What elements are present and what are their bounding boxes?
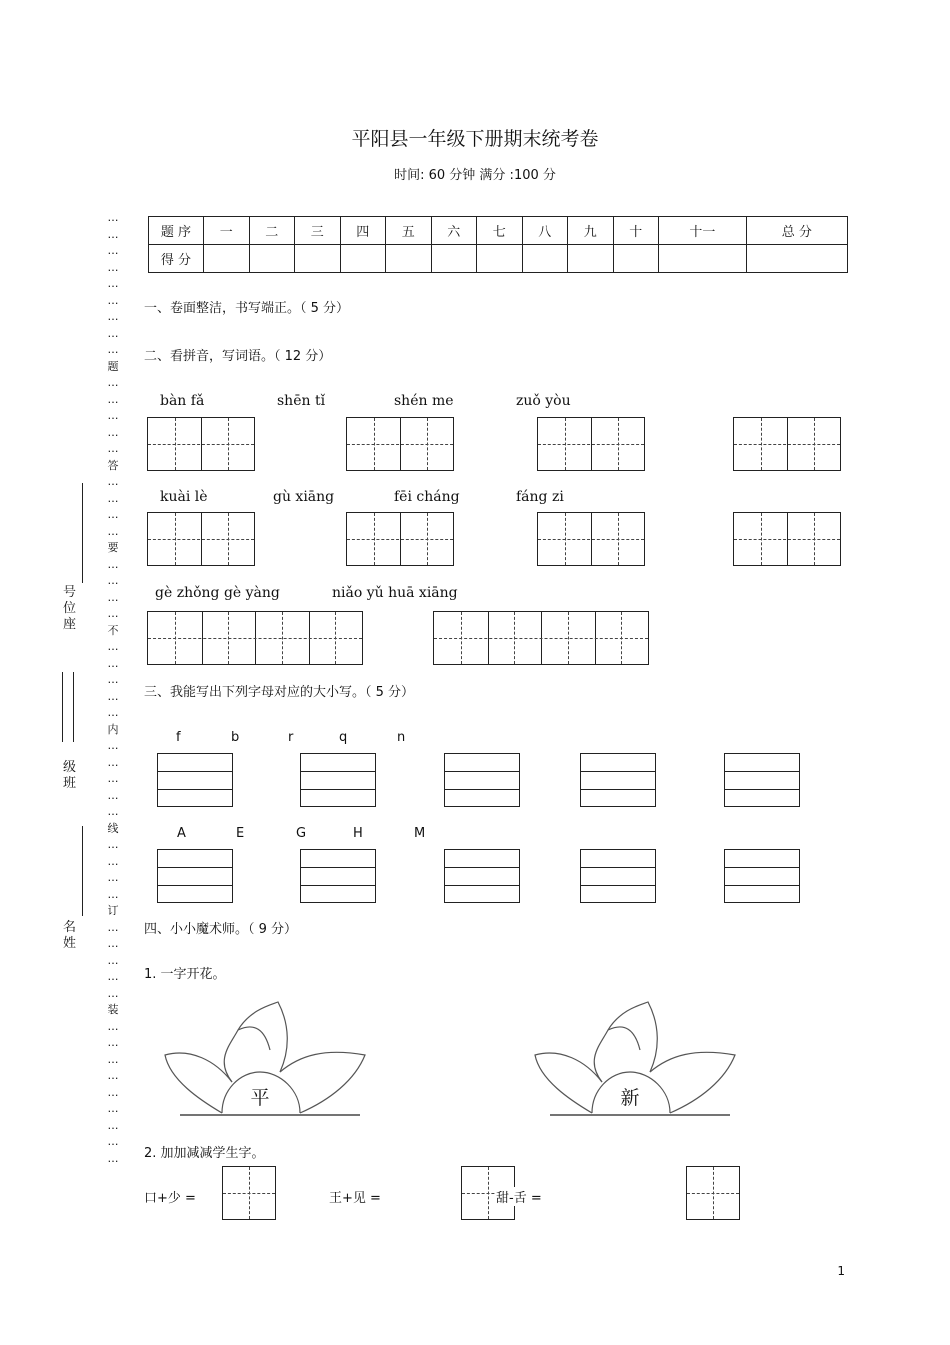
writing-grid[interactable] (537, 417, 645, 471)
score-input[interactable] (386, 245, 432, 273)
binding-dots: … … … … … … … … … 题 … … … … … 答 … … … … 要 … … … … 不 … … … … … 内 … … … … … 线 … … … … 订 … … … … … 装 … … … … … … … … … (107, 211, 119, 1165)
pinyin-label: fáng zi (516, 489, 564, 505)
table-cell: 六 (431, 217, 477, 245)
score-input[interactable] (431, 245, 477, 273)
exam-info: 时间: 60 分钟 满分 :100 分 (394, 168, 556, 183)
four-line-box[interactable] (724, 849, 800, 903)
margin-word: 不 (107, 623, 119, 637)
section-3-heading: 三、我能写出下列字母对应的大小写。（ 5 分） (144, 685, 415, 700)
margin-word: 要 (107, 541, 119, 554)
pinyin-label: gè zhǒng gè yàng (155, 585, 280, 601)
score-input[interactable] (746, 245, 847, 273)
writing-grid[interactable] (147, 611, 363, 665)
writing-grid[interactable] (147, 417, 255, 471)
answer-box[interactable] (686, 1166, 740, 1220)
page-number: 1 (837, 1264, 845, 1278)
table-cell: 题 序 (149, 217, 204, 245)
letter-label: b (231, 730, 240, 745)
table-cell: 十一 (659, 217, 747, 245)
pinyin-label: bàn fǎ (160, 393, 205, 409)
margin-word: 答 (107, 458, 119, 472)
table-cell: 十 (613, 217, 659, 245)
field-label: 号 位 座 (63, 585, 77, 632)
table-cell: 得 分 (149, 245, 204, 273)
four-line-box[interactable] (444, 849, 520, 903)
field-label: 名 姓 (63, 920, 77, 951)
score-input[interactable] (568, 245, 614, 273)
score-input[interactable] (522, 245, 568, 273)
letter-label: H (353, 826, 363, 841)
seat-number-label (63, 585, 79, 633)
four-line-box[interactable] (300, 849, 376, 903)
margin-word: 装 (107, 1003, 119, 1016)
table-cell: 三 (295, 217, 341, 245)
writing-grid[interactable] (433, 611, 649, 665)
equation-label: 口+少 = (144, 1191, 196, 1206)
letter-label: f (176, 730, 181, 745)
score-input[interactable] (204, 245, 250, 273)
flower-diagram (530, 1000, 790, 1130)
pinyin-label: niǎo yǔ huā xiāng (332, 585, 458, 601)
margin-word: 线 (107, 821, 119, 835)
page-title: 平阳县一年级下册期末统考卷 (351, 128, 599, 150)
name-label (63, 920, 79, 952)
letter-label: A (177, 826, 186, 841)
writing-grid[interactable] (537, 512, 645, 566)
table-cell: 四 (340, 217, 386, 245)
four-line-box[interactable] (157, 849, 233, 903)
pinyin-label: fēi cháng (394, 489, 460, 505)
margin-word: 题 (107, 359, 119, 373)
table-cell: 七 (477, 217, 523, 245)
letter-label: r (288, 730, 294, 745)
pinyin-label: kuài lè (160, 489, 208, 505)
score-input[interactable] (477, 245, 523, 273)
subsection-heading: 1. 一字开花。 (144, 967, 226, 982)
table-cell: 五 (386, 217, 432, 245)
equation-label: 王+见 = (329, 1191, 381, 1206)
table-row (149, 245, 848, 273)
section-1-heading: 一、卷面整洁，书写端正。（ 5 分） (144, 301, 350, 316)
margin-word: 内 (107, 722, 119, 736)
writing-grid[interactable] (733, 417, 841, 471)
pinyin-label: shēn tǐ (277, 393, 326, 409)
writing-grid[interactable] (147, 512, 255, 566)
score-input[interactable] (249, 245, 295, 273)
writing-grid[interactable] (733, 512, 841, 566)
four-line-box[interactable] (157, 753, 233, 807)
table-cell: 总 分 (746, 217, 847, 245)
table-cell: 九 (568, 217, 614, 245)
letter-label: q (339, 730, 348, 745)
margin-line (62, 672, 74, 742)
table-cell: 二 (249, 217, 295, 245)
letter-label: M (414, 826, 426, 841)
pinyin-label: zuǒ yòu (516, 393, 571, 409)
equation-label: 甜-舌 = (496, 1187, 542, 1206)
pinyin-label: gù xiāng (273, 489, 335, 505)
score-input[interactable] (340, 245, 386, 273)
score-input[interactable] (613, 245, 659, 273)
four-line-box[interactable] (444, 753, 520, 807)
table-cell: 八 (522, 217, 568, 245)
section-4-heading: 四、小小魔术师。（ 9 分） (144, 922, 298, 937)
four-line-box[interactable] (580, 849, 656, 903)
letter-label: G (296, 826, 307, 841)
table-row (149, 217, 848, 245)
writing-grid[interactable] (346, 512, 454, 566)
four-line-box[interactable] (300, 753, 376, 807)
score-table (148, 216, 848, 273)
margin-word: 订 (107, 904, 119, 917)
pinyin-label: shén me (394, 393, 454, 409)
four-line-box[interactable] (724, 753, 800, 807)
flower-center-char: 平 (250, 1087, 270, 1109)
letter-label: E (236, 826, 245, 841)
class-label (63, 760, 79, 792)
margin-line (82, 483, 83, 583)
score-input[interactable] (659, 245, 747, 273)
table-cell: 一 (204, 217, 250, 245)
score-input[interactable] (295, 245, 341, 273)
flower-center-char: 新 (620, 1087, 640, 1109)
section-2-heading: 二、看拼音，写词语。（ 12 分） (144, 349, 332, 364)
field-label: 级 班 (63, 760, 77, 791)
answer-box[interactable] (222, 1166, 276, 1220)
subsection-heading: 2. 加加减减学生字。 (144, 1146, 265, 1161)
margin-line (82, 826, 83, 916)
letter-label: n (397, 730, 406, 745)
four-line-box[interactable] (580, 753, 656, 807)
writing-grid[interactable] (346, 417, 454, 471)
flower-diagram (160, 1000, 420, 1130)
